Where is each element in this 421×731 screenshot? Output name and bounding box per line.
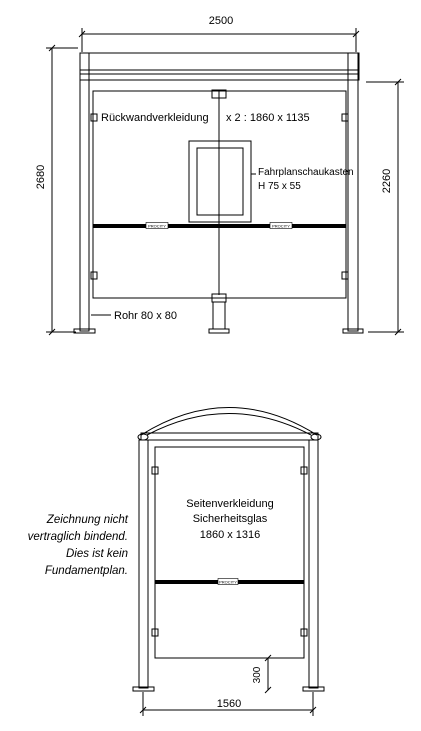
front-view <box>46 28 404 335</box>
width-dimension-line <box>79 28 359 52</box>
total-height-label: 2680 <box>35 164 47 190</box>
side-panel-glass <box>155 447 304 658</box>
disclaimer-line-4: Fundamentplan. <box>44 565 128 577</box>
back-panel-label: Rückwandverkleidung <box>101 112 209 124</box>
inner-height-label: 2260 <box>381 168 393 194</box>
side-panel-size: 1860 x 1316 <box>199 529 261 541</box>
roof-beam <box>80 53 359 80</box>
back-panel-size: x 2 : 1860 x 1135 <box>226 112 310 124</box>
side-right-post <box>309 440 318 688</box>
disclaimer-line-3: Dies ist kein <box>66 548 128 560</box>
timetable-size: H 75 x 55 <box>258 181 301 192</box>
disclaimer-line-1: Zeichnung nicht <box>46 514 128 526</box>
side-panel-label: Seitenverkleidung <box>186 498 274 510</box>
disclaimer-note <box>6 512 128 580</box>
side-panel-material: Sicherheitsglas <box>192 513 268 525</box>
left-post <box>80 53 89 331</box>
right-post <box>348 53 358 331</box>
side-width-label: 1560 <box>216 698 242 710</box>
timetable-label: Fahrplanschaukasten <box>258 167 354 178</box>
width-dimension-label: 2500 <box>208 15 234 27</box>
ground-gap-dimension-line <box>262 655 304 693</box>
center-foot <box>213 302 225 329</box>
front-rail-tag-right: PROCITY <box>272 223 290 229</box>
total-height-dimension-line <box>46 45 78 335</box>
curved-roof <box>141 408 317 436</box>
tube-label: Rohr 80 x 80 <box>114 310 177 322</box>
front-rail <box>93 224 346 228</box>
side-left-post <box>139 440 148 688</box>
inner-height-dimension-line <box>366 79 404 335</box>
side-view <box>133 408 324 717</box>
front-rail-tag-left: PROCITY <box>148 223 166 229</box>
timetable-case <box>189 141 251 222</box>
disclaimer-line-2: vertraglich bindend. <box>27 531 128 543</box>
side-rail-tag: PROCITY <box>219 579 237 585</box>
side-roof-beam <box>141 433 318 440</box>
ground-gap-label: 300 <box>252 666 263 684</box>
